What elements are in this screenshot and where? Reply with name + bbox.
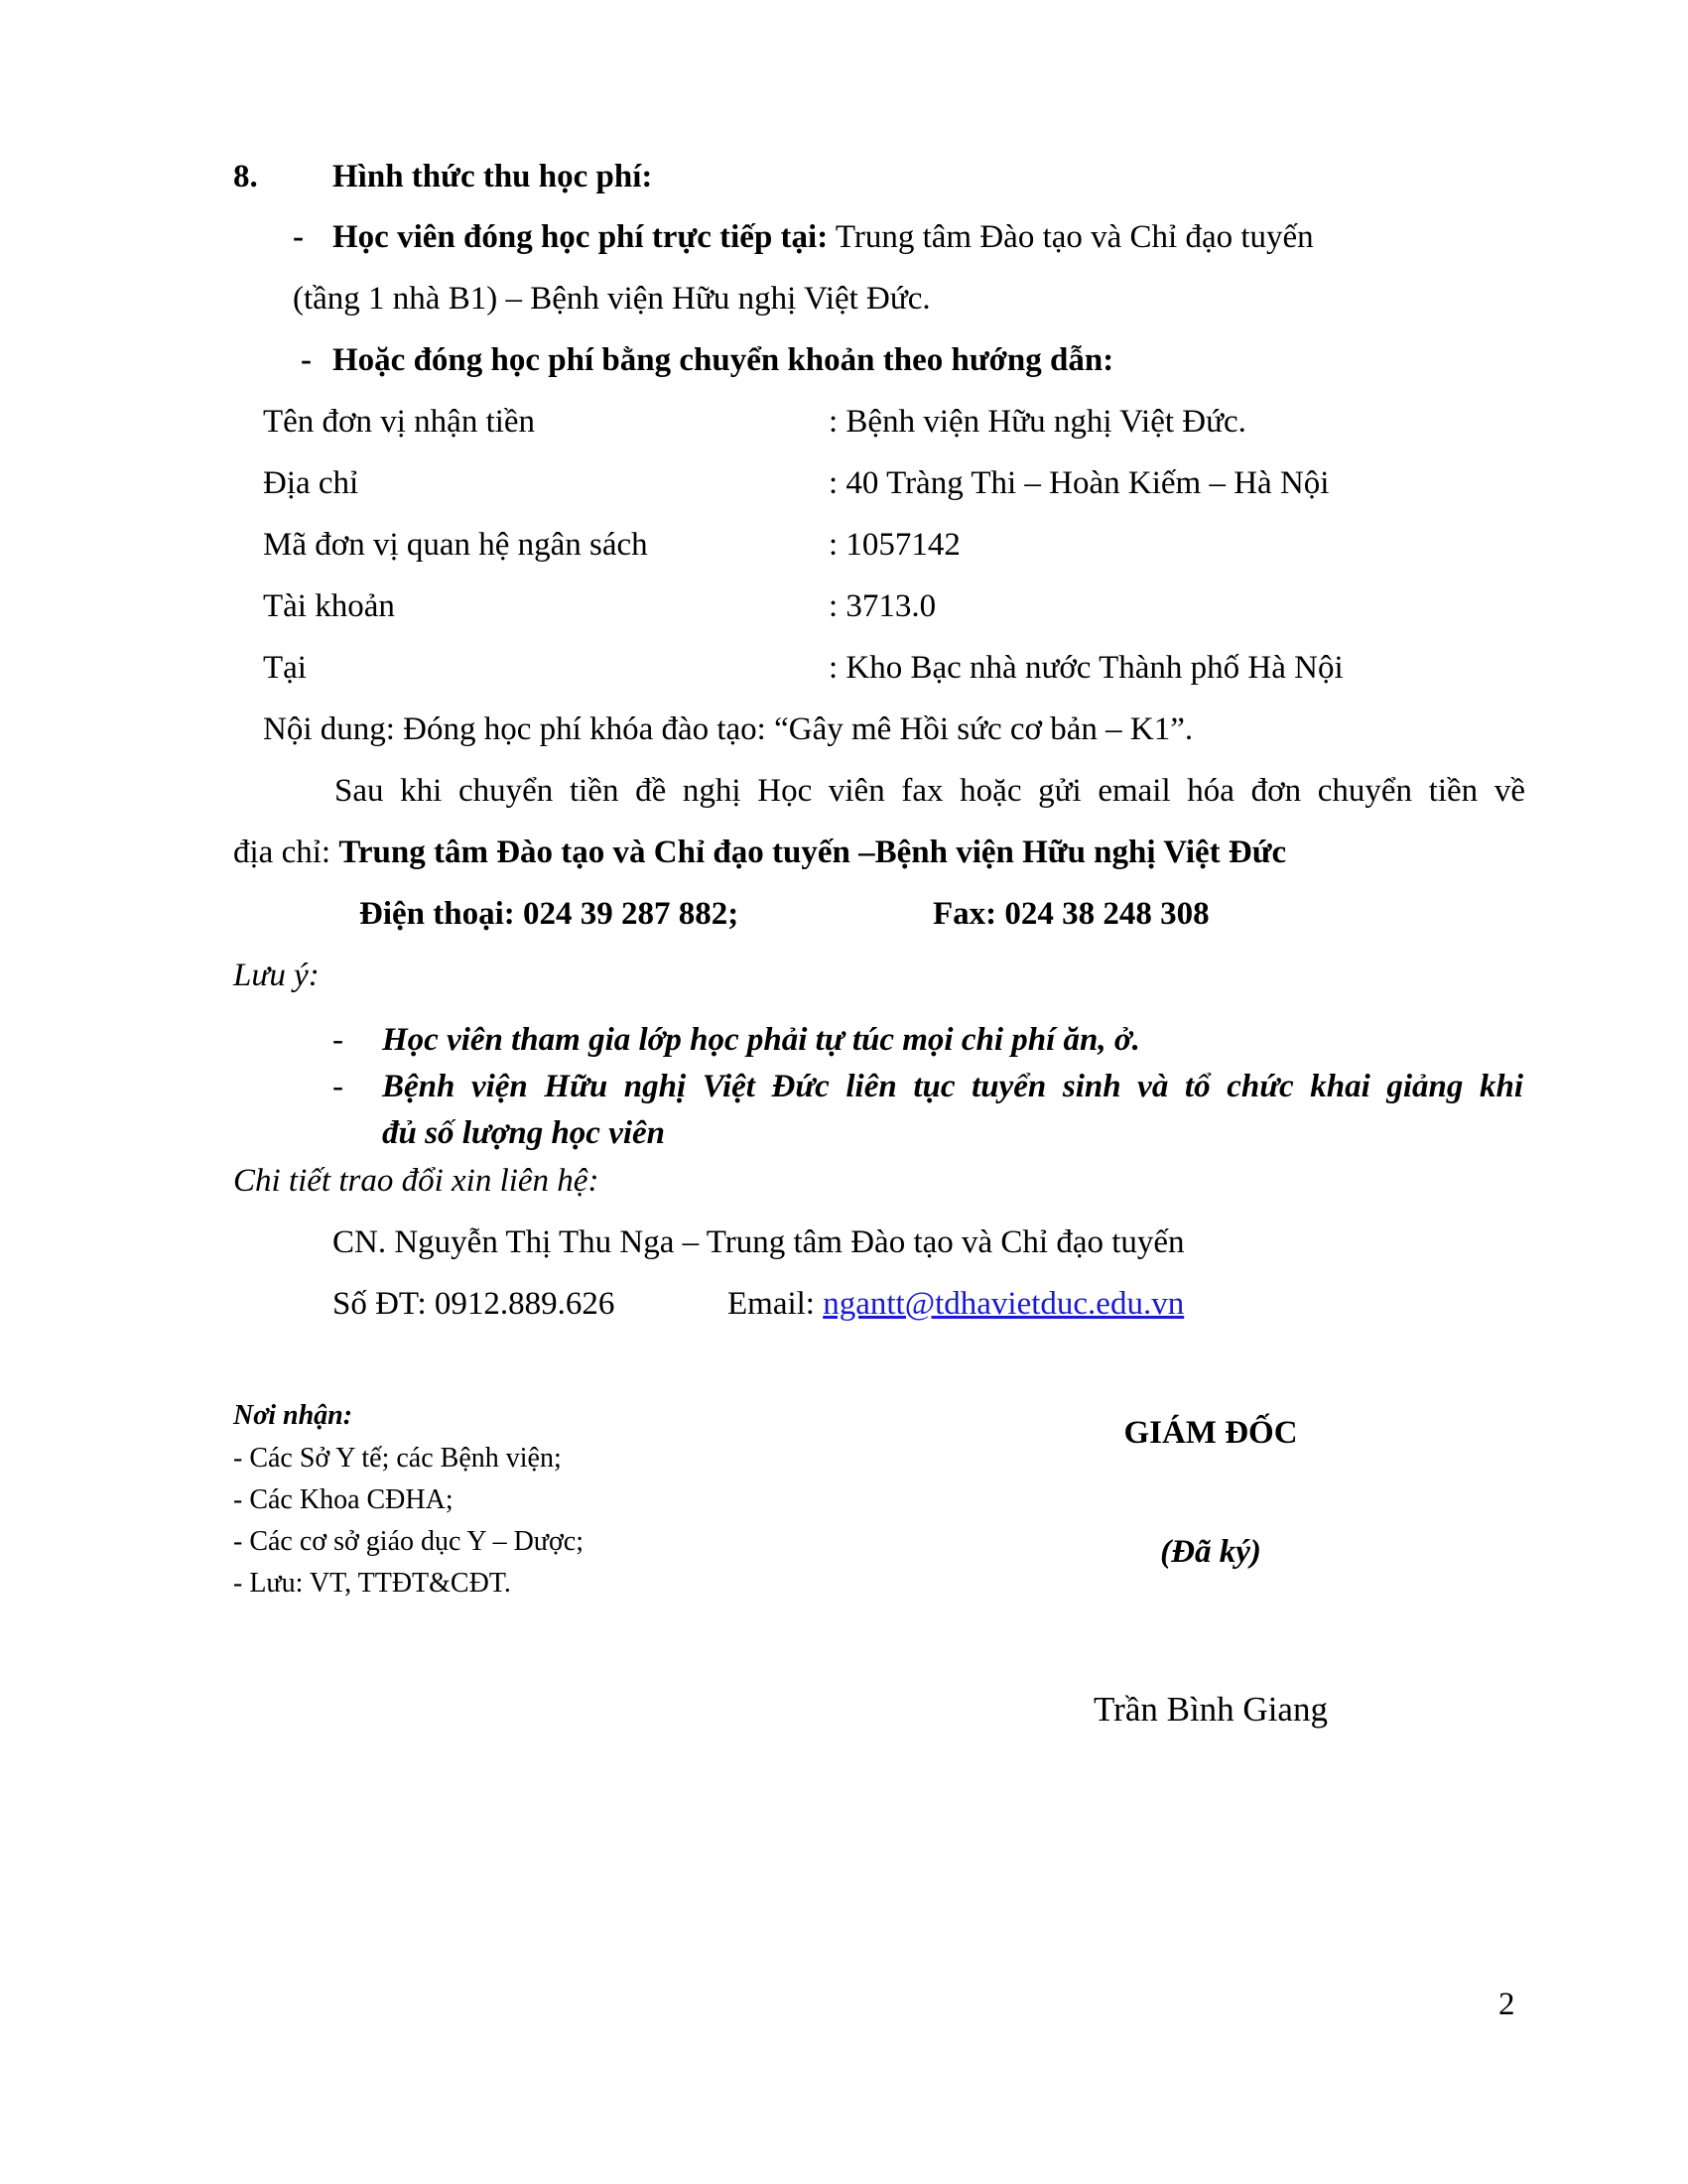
direct-payment-line — [332, 217, 1314, 257]
direct-bullet: - — [293, 219, 304, 255]
after-transfer-line2 — [233, 833, 1286, 872]
contact-phone: Số ĐT: 0912.889.626 — [332, 1286, 615, 1322]
recipients-title: Nơi nhận: — [233, 1400, 353, 1431]
transfer-bullet: - — [301, 342, 312, 378]
recipient-item: - Các cơ sở giáo dục Y – Dược; — [233, 1526, 584, 1557]
transfer-label: Hoặc đóng học phí bằng chuyển khoản theo hướng dẫn: — [332, 342, 1114, 378]
direct-payment-text-continued: (tầng 1 nhà B1) – Bệnh viện Hữu nghị Việt Đức. — [293, 281, 931, 317]
direct-payment-text: Trung tâm Đào tạo và Chỉ đạo tuyến — [835, 219, 1314, 255]
note-bullet-2: - — [332, 1069, 343, 1104]
bank-value-budget-code: : 1057142 — [829, 527, 961, 563]
bank-label-recipient: Tên đơn vị nhận tiền — [263, 404, 536, 440]
note-item-2: Bệnh viện Hữu nghị Việt Đức liên tục tuyển sinh và tổ chức khai giảng khi — [382, 1069, 1523, 1104]
signer-name: Trần Bình Giang — [1094, 1690, 1328, 1729]
email-label: Email: — [727, 1286, 815, 1322]
address-prefix: địa chỉ: — [233, 835, 331, 870]
bank-value-at: : Kho Bạc nhà nước Thành phố Hà Nội — [829, 650, 1344, 686]
contact-title: Chi tiết trao đổi xin liên hệ: — [233, 1163, 599, 1199]
center-address: Trung tâm Đào tạo và Chỉ đạo tuyến –Bệnh viện Hữu nghị Việt Đức — [338, 835, 1287, 870]
recipient-item: - Các Sở Y tế; các Bệnh viện; — [233, 1443, 562, 1474]
bank-label-at: Tại — [263, 650, 307, 686]
notes-title: Lưu ý: — [233, 958, 320, 993]
center-phone: Điện thoại: 024 39 287 882; — [359, 896, 739, 932]
bank-value-address: : 40 Tràng Thi – Hoàn Kiếm – Hà Nội — [829, 465, 1330, 501]
payment-content-line: Nội dung: Đóng học phí khóa đào tạo: “Gây mê Hồi sức cơ bản – K1”. — [263, 711, 1194, 747]
email-link[interactable]: ngantt@tdhavietduc.edu.vn — [823, 1286, 1185, 1322]
contact-email-line — [727, 1284, 1184, 1324]
bank-label-account: Tài khoản — [263, 588, 395, 624]
signature-title: GIÁM ĐỐC — [1123, 1415, 1298, 1451]
note-item-1: Học viên tham gia lớp học phải tự túc mọi chi phí ăn, ở. — [382, 1022, 1140, 1058]
bank-value-account: : 3713.0 — [829, 588, 937, 624]
center-fax: Fax: 024 38 248 308 — [933, 896, 1210, 932]
note-item-2-continued: đủ số lượng học viên — [382, 1115, 666, 1151]
recipient-item: - Lưu: VT, TTĐT&CĐT. — [233, 1568, 511, 1599]
note-bullet-1: - — [332, 1022, 343, 1058]
bank-value-recipient: : Bệnh viện Hữu nghị Việt Đức. — [829, 404, 1246, 440]
direct-payment-label: Học viên đóng học phí trực tiếp tại: — [332, 219, 829, 255]
bank-label-address: Địa chỉ — [263, 465, 359, 501]
bank-label-budget-code: Mã đơn vị quan hệ ngân sách — [263, 527, 648, 563]
page-number: 2 — [1498, 1987, 1515, 2022]
section-number: 8. — [233, 159, 258, 194]
contact-person: CN. Nguyễn Thị Thu Nga – Trung tâm Đào tạo và Chỉ đạo tuyến — [332, 1224, 1185, 1260]
after-transfer-line1: Sau khi chuyển tiền đề nghị Học viên fax hoặc gửi email hóa đơn chuyển tiền về — [334, 773, 1525, 809]
recipient-item: - Các Khoa CĐHA; — [233, 1484, 454, 1515]
signature-status: (Đã ký) — [1160, 1534, 1261, 1570]
section-heading: Hình thức thu học phí: — [332, 159, 653, 194]
